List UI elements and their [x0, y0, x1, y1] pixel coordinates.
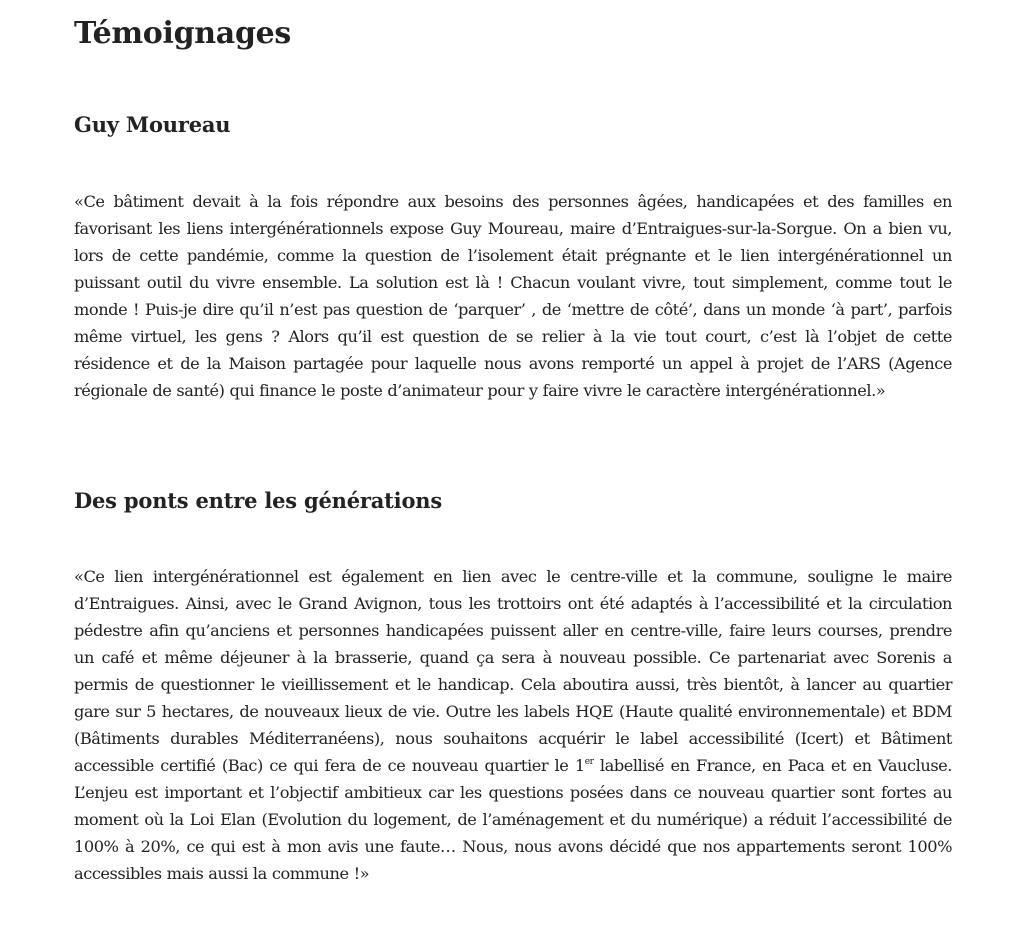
paragraph-text-part2: labellisé en France, en Paca et en Vaucluse. L’enjeu est important et l’objectif ambitieux car les questions posées dans ce nouveau quartier sont fortes au moment où la Loi Elan (Evolution du logement, de l’aménagement et du numérique) a réduit l’accessibilité de 100% à 20%, ce qui est à mon avis une faute… Nous, nous avons décidé que nos appartements seront 100% accessibles mais aussi la commune !» — [74, 756, 952, 883]
testimony-paragraph-ponts-generations — [74, 563, 952, 887]
page-title: Témoignages — [74, 16, 291, 51]
paragraph-text-part1: «Ce lien intergénérationnel est également en lien avec le centre-ville et la commune, souligne le maire d’Entraigues. Ainsi, avec le Grand Avignon, tous les trottoirs ont été adaptés à l’accessibilité et la circulation pédestre afin qu’anciens et personnes handicapées puissent aller en centre-ville, faire leurs courses, prendre un café et même déjeuner à la brasserie, quand ça sera à nouveau possible. Ce partenariat avec Sorenis a permis de questionner le vieillissement et le handicap. Cela aboutira aussi, très bientôt, à lancer au quartier gare sur 5 hectares, de nouveaux lieux de vie. Outre les labels HQE (Haute qualité environnementale) et BDM (Bâtiments durables Méditerranéens), nous souhaitons acquérir le label accessibilité (Icert) et Bâtiment accessible certifié (Bac) ce qui fera de ce nouveau quartier le 1 — [74, 567, 952, 775]
section-heading-ponts-generations: Des ponts entre les générations — [74, 488, 442, 513]
testimony-paragraph-guy-moureau: «Ce bâtiment devait à la fois répondre aux besoins des personnes âgées, handicapées et des familles en favorisant les liens intergénérationnels expose Guy Moureau, maire d’Entraigues-sur-la-Sorgue. On a bien vu, lors de cette pandémie, comme la question de l’isolement était prégnante et le lien intergénérationnel un puissant outil du vivre ensemble. La solution est là ! Chacun voulant vivre, tout simplement, comme tout le monde ! Puis-je dire qu’il n’est pas question de ‘parquer’ , de ‘mettre de côté’, dans un monde ‘à part’, parfois même virtuel, les gens ? Alors qu’il est question de se relier à la vie tout court, c’est là l’objet de cette résidence et de la Maison partagée pour laquelle nous avons remporté un appel à projet de l’ARS (Agence régionale de santé) qui finance le poste d’animateur pour y faire vivre le caractère intergénérationnel.» — [74, 192, 952, 400]
section-heading-guy-moureau: Guy Moureau — [74, 112, 231, 137]
ordinal-superscript: er — [584, 757, 594, 767]
